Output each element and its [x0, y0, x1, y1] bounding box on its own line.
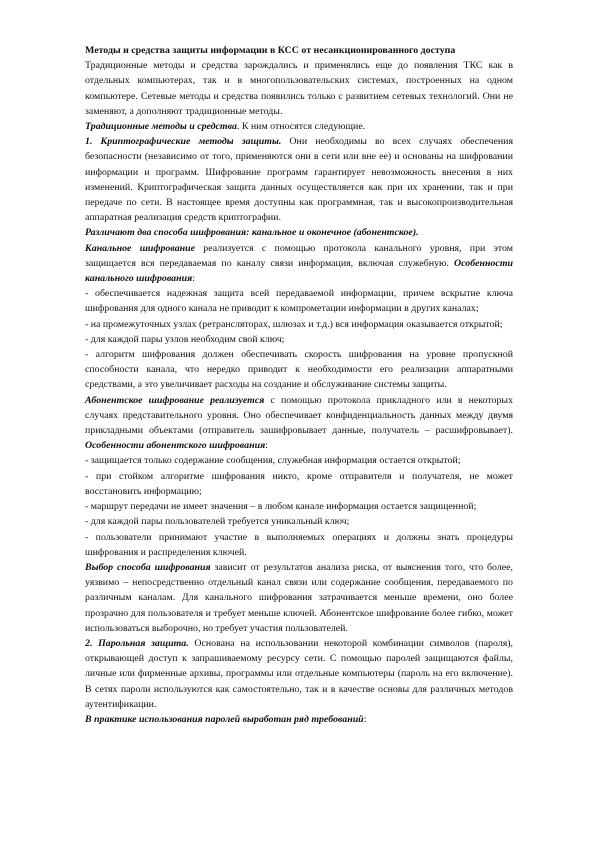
- abonent-heading: Абонентское шифрование реализуется: [85, 394, 265, 406]
- traditional-methods-text: . К ним относятся следующие.: [236, 121, 366, 133]
- password-text: Основана на использовании некоторой комбинации символов (пароля), открывающей доступ к запрашиваемому ресурсу сети. С помощью паролей защищаются файлы, личные или фирменные архивы, программы или отдельные компьютеры (пароль на его включение). В сетях пароли используются как самостоятельно, так и в качестве основы для различных методов аутентификации.: [85, 637, 513, 710]
- password-heading: 2. Парольная защита.: [85, 637, 189, 649]
- channel-list-item: - алгоритм шифрования должен обеспечивать скорость шифрования на уровне пропускной способности канала, что нередко приводит к необходимости его реализации аппаратными средствами, а это увеличивает расходы на создание и обслуживание системы защиты.: [85, 349, 513, 391]
- crypto-paragraph: [85, 134, 513, 225]
- channel-list-item: - для каждой пары узлов необходим свой ключ;: [85, 333, 285, 345]
- document-title: Методы и средства защиты информации в КСС от несанкционированного доступа: [85, 45, 456, 56]
- abonent-list-item: - пользователи принимают участие в выполняемых операциях и должны знать процедуры шифрования и распределения ключей.: [85, 531, 513, 558]
- channel-heading: Канальное шифрование: [85, 242, 195, 254]
- abonent-features-heading: Особенности абонентского шифрования: [85, 440, 266, 452]
- channel-features-heading: Особенности канального шифрования: [85, 257, 513, 285]
- abonent-list-item: - для каждой пары пользователей требуется уникальный ключ;: [85, 516, 350, 528]
- practice-heading: В практике использования паролей выработан ряд требований: [85, 713, 364, 725]
- traditional-methods-paragraph: [85, 119, 513, 134]
- abonent-list-item: - маршрут передачи не имеет значения – в любом канале информация остается защищенной;: [85, 501, 477, 513]
- password-paragraph: [85, 636, 513, 712]
- crypto-heading: 1. Криптографические методы защиты.: [85, 136, 282, 148]
- abonent-list-item: - при стойком алгоритме шифрования никто, кроме отправителя и получателя, не может восстановить информацию;: [85, 470, 513, 497]
- choice-paragraph: [85, 560, 513, 636]
- document-page: [85, 43, 513, 727]
- abonent-features-colon: :: [265, 440, 268, 452]
- two-ways-paragraph: Различают два способа шифрования: канальное и оконечное (абонентское).: [85, 227, 419, 239]
- channel-list-item: - на промежуточных узлах (ретрансляторах, шлюзах и т.д.) вся информация оказывается открытой;: [85, 318, 503, 330]
- channel-paragraph: [85, 241, 513, 287]
- traditional-methods-heading: Традиционные методы и средства: [85, 121, 237, 133]
- channel-features-colon: :: [192, 273, 195, 285]
- practice-paragraph: [85, 712, 513, 727]
- abonent-text: с помощью протокола прикладного или в некоторых случаях представительного уровня. Оно обеспечивает конфиденциальность данных между двумя прикладными объектами (отправитель зашифровывает данные, получатель – расшифровывает).: [85, 394, 514, 437]
- intro-paragraph: Традиционные методы и средства зарождались и применялись еще до появления ТКС как в отдельных компьютерах, так и в многопользовательских системах, построенных на одном компьютере. Сетевые методы и средства появились только с развитием сетевых технологий. Они не заменяют, а дополняют традиционные методы.: [85, 60, 513, 117]
- channel-list-item: - обеспечивается надежная защита всей передаваемой информации, причем вскрытие ключа шифрования для одного канала не приводит к компрометации информации в других каналах;: [85, 288, 513, 315]
- channel-text: реализуется с помощью протокола канального уровня, при этом защищается вся передаваемая по каналу связи информация, включая служебную.: [85, 242, 513, 269]
- practice-colon: :: [363, 713, 367, 725]
- abonent-list-item: - защищается только содержание сообщения, служебная информация остается открытой;: [85, 455, 461, 467]
- abonent-paragraph: [85, 393, 513, 454]
- crypto-text: Они необходимы во всех случаях обеспечения безопасности (независимо от того, применяются они в сети или вне ее) и основаны на шифровании информации и программ. Шифрование программ гарантирует невозможность внесения в них изменений. Криптографическая защита данных осуществляется как при их хранении, так и при передаче по сети. В настоящее время доступны как программная, так и высокопроизводительная аппаратная реализация средств криптографии.: [85, 136, 513, 224]
- choice-heading: Выбор способа шифрования: [85, 561, 211, 573]
- choice-text: зависит от результатов анализа риска, от выяснения того, что более, уязвимо – непосредственно отдельный канал связи или содержание сообщения, передаваемого по различным каналам. Для канального шифрования затрачивается меньше времени, оно более прозрачно для пользователя и требует меньше ключей. Абонентское шифрование более гибко, может использоваться выборочно, но требует участия пользователей.: [85, 561, 513, 634]
